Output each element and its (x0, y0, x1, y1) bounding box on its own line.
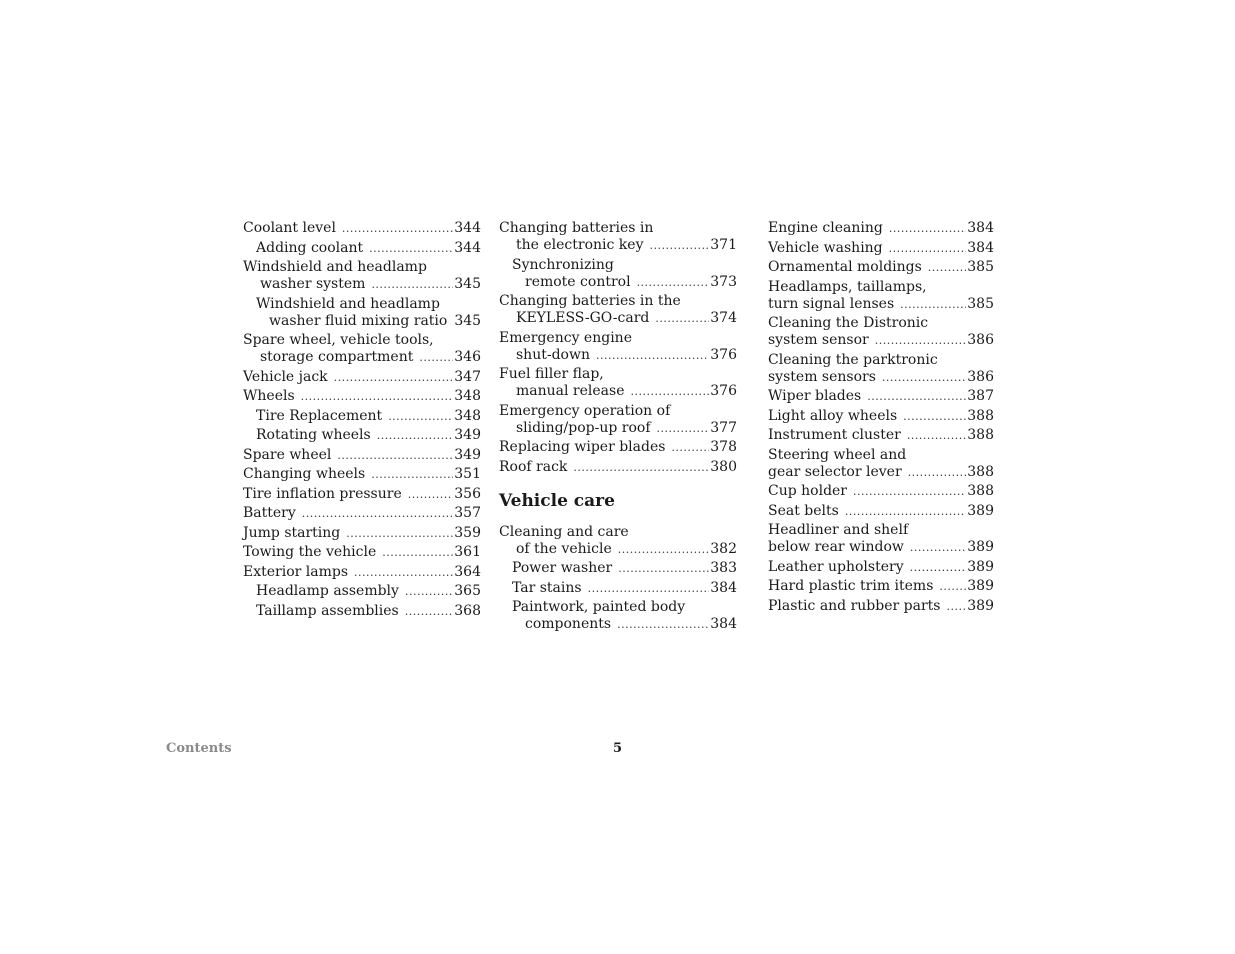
dot-leader (354, 564, 453, 581)
toc-entry[interactable] (243, 427, 481, 444)
toc-entry[interactable] (768, 427, 994, 444)
toc-page-number: 389 (967, 597, 994, 614)
toc-entry-title: gear selector lever (768, 463, 902, 480)
toc-entry[interactable] (499, 560, 737, 577)
toc-entry-title: Rotating wheels (256, 427, 371, 443)
dot-leader (405, 583, 453, 600)
toc-entry-title: manual release (516, 383, 625, 399)
toc-entry[interactable] (768, 315, 994, 349)
dot-leader (631, 383, 710, 400)
toc-entry[interactable] (768, 279, 994, 313)
toc-page-number: 384 (967, 239, 994, 256)
toc-entry[interactable] (243, 505, 481, 522)
toc-entry-title: Instrument cluster (768, 427, 901, 443)
toc-entry[interactable] (768, 240, 994, 257)
toc-entry[interactable] (243, 408, 481, 425)
toc-page-number: 346 (454, 349, 481, 365)
toc-entry-title: Battery (243, 505, 296, 521)
toc-entry[interactable] (243, 466, 481, 483)
toc-page-number: 387 (967, 388, 994, 404)
dot-leader (875, 332, 967, 349)
toc-entry[interactable] (768, 447, 994, 481)
toc-entry[interactable] (243, 259, 481, 293)
toc-entry-title: Headlamps, taillamps, (768, 278, 927, 295)
dot-leader (867, 388, 966, 405)
toc-entry[interactable] (499, 403, 737, 437)
toc-page-number: 389 (967, 558, 994, 575)
toc-entry-title: Exterior lamps (243, 563, 349, 580)
dot-leader (618, 541, 710, 558)
toc-entry[interactable] (243, 388, 481, 405)
dot-leader (907, 427, 966, 444)
toc-entry[interactable] (499, 293, 737, 327)
dot-leader (889, 220, 966, 237)
toc-entry[interactable] (768, 578, 994, 595)
toc-entry-title: Emergency engine (499, 329, 632, 346)
toc-column-1 (243, 220, 481, 620)
toc-entry[interactable] (768, 259, 994, 276)
toc-entry[interactable] (768, 220, 994, 237)
toc-page-number: 389 (967, 539, 994, 555)
toc-entry-title: Jump starting (243, 524, 341, 541)
toc-page-number: 389 (967, 578, 994, 594)
toc-entry-title: Coolant level (243, 220, 336, 236)
dot-leader (617, 616, 709, 633)
toc-entry-title: Wheels (243, 388, 295, 404)
dot-leader (382, 544, 453, 561)
toc-page-number: 371 (710, 237, 737, 253)
dot-leader (853, 483, 966, 500)
dot-leader (946, 598, 966, 615)
toc-entry-title: shut-down (516, 346, 590, 363)
dot-leader (637, 274, 710, 291)
dot-leader (405, 603, 454, 620)
toc-page-number: 385 (967, 259, 994, 275)
dot-leader (573, 459, 709, 476)
toc-entry-title: Light alloy wheels (768, 407, 898, 424)
toc-entry-title: Paintwork, painted body (512, 599, 686, 615)
dot-leader (845, 503, 966, 520)
toc-entry-title: Hard plastic trim items (768, 578, 934, 594)
toc-page-number: 356 (454, 485, 481, 502)
toc-entry-title: components (525, 616, 612, 632)
toc-entry[interactable] (768, 483, 994, 500)
toc-entry[interactable] (243, 564, 481, 581)
toc-entry-title: washer fluid mixing ratio (269, 312, 448, 329)
toc-entry[interactable] (243, 486, 481, 503)
dot-leader (655, 310, 709, 327)
toc-entry-title: Windshield and headlamp (243, 259, 427, 275)
toc-entry[interactable] (499, 439, 737, 456)
toc-entry-title: Replacing wiper blades (499, 439, 666, 455)
toc-entry-title: Towing the vehicle (243, 544, 377, 560)
toc-entry-title: storage compartment (260, 349, 414, 365)
toc-entry[interactable] (499, 459, 737, 476)
toc-entry-title: Tar stains (512, 579, 582, 596)
toc-page-number: 345 (454, 312, 482, 329)
toc-page-number: 344 (454, 239, 481, 256)
toc-page-number: 365 (454, 583, 481, 599)
toc-entry-title: the electronic key (516, 237, 644, 253)
toc-entry-title: Tire Replacement (256, 407, 383, 424)
toc-page-number: 382 (710, 540, 737, 557)
toc-entry[interactable] (499, 220, 737, 254)
toc-entry-title: Changing batteries in (499, 220, 654, 236)
toc-entry-title: system sensor (768, 332, 869, 348)
toc-page-number: 388 (967, 463, 994, 480)
toc-entry-title: Tire inflation pressure (243, 485, 402, 502)
toc-entry-title: Taillamp assemblies (256, 602, 399, 619)
dot-leader (889, 240, 967, 257)
toc-page-number: 348 (454, 388, 481, 404)
toc-page-number: 384 (710, 579, 737, 596)
dot-leader (346, 525, 453, 542)
dot-leader (910, 539, 966, 556)
dot-leader (302, 505, 453, 522)
toc-entry-title: Spare wheel, vehicle tools, (243, 332, 434, 348)
toc-page-number: 386 (967, 332, 994, 348)
toc-entry[interactable] (243, 583, 481, 600)
toc-entry[interactable] (243, 603, 481, 620)
toc-entry[interactable] (768, 559, 994, 576)
toc-entry-title: KEYLESS-GO-card (516, 310, 650, 326)
toc-entry-title: Power washer (512, 560, 613, 576)
toc-entry-title: turn signal lenses (768, 295, 895, 312)
toc-entry-title: remote control (525, 273, 631, 290)
toc-page-number: 373 (710, 273, 737, 290)
dot-leader (419, 349, 453, 366)
dot-leader (388, 408, 453, 425)
toc-page-number: 386 (967, 368, 994, 385)
toc-entry[interactable] (499, 524, 737, 558)
toc-page-number: 385 (967, 295, 994, 312)
toc-entry-title: Cleaning the parktronic (768, 351, 938, 368)
toc-entry-title: Cup holder (768, 483, 848, 499)
toc-entry-title: Plastic and rubber parts (768, 597, 941, 614)
toc-page-number: 377 (710, 419, 737, 436)
toc-entry[interactable] (499, 580, 737, 597)
dot-leader (882, 369, 966, 386)
dot-leader (939, 578, 966, 595)
toc-page-number: 349 (454, 427, 481, 443)
toc-entry-title: Emergency operation of (499, 402, 671, 419)
toc-entry-title: Headlamp assembly (256, 583, 399, 599)
toc-entry[interactable] (499, 330, 737, 364)
dot-leader (588, 580, 710, 597)
toc-entry-title: washer system (260, 276, 366, 292)
toc-entry-title: Fuel filler flap, (499, 366, 604, 382)
toc-entry[interactable] (768, 503, 994, 520)
toc-page-number: 349 (454, 446, 481, 463)
dot-leader (671, 439, 709, 456)
toc-page-number: 351 (454, 466, 481, 482)
toc-page-number: 376 (710, 346, 737, 363)
dot-leader (900, 296, 966, 313)
dot-leader (910, 559, 967, 576)
toc-entry[interactable] (243, 220, 481, 237)
footer-section-label: Contents (166, 741, 232, 756)
toc-page-number: 388 (967, 427, 994, 443)
dot-leader (657, 420, 710, 437)
toc-entry[interactable] (768, 408, 994, 425)
toc-entry-title: Vehicle washing (768, 239, 883, 256)
dot-leader (408, 486, 454, 503)
dot-leader (596, 347, 709, 364)
toc-entry-title: Steering wheel and (768, 446, 907, 463)
dot-leader (928, 259, 966, 276)
dot-leader (301, 388, 454, 405)
toc-entry-title: Changing wheels (243, 466, 366, 482)
toc-page-number: 374 (710, 310, 737, 326)
toc-page-number: 345 (454, 276, 481, 292)
dot-leader (908, 464, 967, 481)
toc-page-number: 378 (710, 439, 737, 455)
toc-page-number: 359 (454, 524, 481, 541)
toc-page-number: 357 (454, 505, 481, 521)
toc-entry[interactable] (243, 544, 481, 561)
dot-leader (371, 276, 453, 293)
toc-entry-title: Engine cleaning (768, 220, 883, 236)
dot-leader (903, 408, 966, 425)
toc-page-number: 347 (454, 368, 481, 385)
toc-page-number: 368 (454, 602, 481, 619)
toc-entry-title: Wiper blades (768, 388, 862, 404)
dot-leader (342, 220, 453, 237)
toc-entry-title: Cleaning the Distronic (768, 315, 929, 331)
toc-entry[interactable] (243, 332, 481, 366)
toc-entry-title: below rear window (768, 539, 904, 555)
dot-leader (334, 369, 454, 386)
toc-entry-title: Leather upholstery (768, 558, 904, 575)
toc-entry[interactable] (243, 525, 481, 542)
toc-entry[interactable] (768, 598, 994, 615)
toc-page-number: 388 (967, 483, 994, 499)
dot-leader (337, 447, 453, 464)
toc-entry-title: Windshield and headlamp (256, 295, 440, 312)
toc-entry[interactable] (243, 447, 481, 464)
toc-entry-title: Headliner and shelf (768, 522, 909, 538)
toc-entry-title: Vehicle jack (243, 368, 328, 385)
toc-entry-title: Changing batteries in the (499, 293, 681, 309)
toc-entry[interactable] (768, 352, 994, 386)
toc-entry-title: Adding coolant (256, 239, 364, 256)
toc-page-number: 361 (454, 544, 481, 560)
toc-entry[interactable] (243, 240, 481, 257)
toc-entry-title: Synchronizing (512, 256, 614, 273)
toc-page-number: 384 (710, 616, 737, 632)
toc-entry-title: system sensors (768, 368, 876, 385)
toc-entry-title: Seat belts (768, 502, 839, 519)
toc-entry[interactable] (243, 369, 481, 386)
toc-entry[interactable] (499, 257, 737, 291)
toc-entry-title: Cleaning and care (499, 523, 629, 540)
dot-leader (649, 237, 709, 254)
toc-page-number: 376 (710, 383, 737, 399)
toc-page-number: 384 (967, 220, 994, 236)
toc-page-number: 348 (454, 407, 481, 424)
toc-page-number: 388 (967, 407, 994, 424)
toc-page-number: 389 (967, 502, 994, 519)
dot-leader (618, 560, 709, 577)
toc-entry-title: sliding/pop-up roof (516, 419, 651, 436)
toc-entry-title: Ornamental moldings (768, 259, 922, 275)
dot-leader (369, 240, 453, 257)
toc-entry-title: Spare wheel (243, 446, 332, 463)
toc-column-2 (499, 220, 737, 633)
toc-entry[interactable] (243, 296, 481, 330)
toc-entry[interactable] (499, 366, 737, 400)
toc-page-number: 380 (710, 458, 737, 475)
toc-entry[interactable] (499, 599, 737, 633)
footer-page-number: 5 (613, 741, 623, 756)
section-heading: Vehicle care (499, 490, 615, 511)
toc-page-number: 364 (454, 563, 481, 580)
toc-column-3 (768, 220, 994, 615)
toc-page-number: 383 (710, 560, 737, 576)
toc-entry[interactable] (768, 388, 994, 405)
dot-leader (371, 466, 453, 483)
dot-leader (377, 427, 454, 444)
toc-entry-title: of the vehicle (516, 540, 612, 557)
toc-page-number: 344 (454, 220, 481, 236)
toc-entry-title: Roof rack (499, 458, 568, 475)
toc-entry[interactable] (768, 522, 994, 556)
